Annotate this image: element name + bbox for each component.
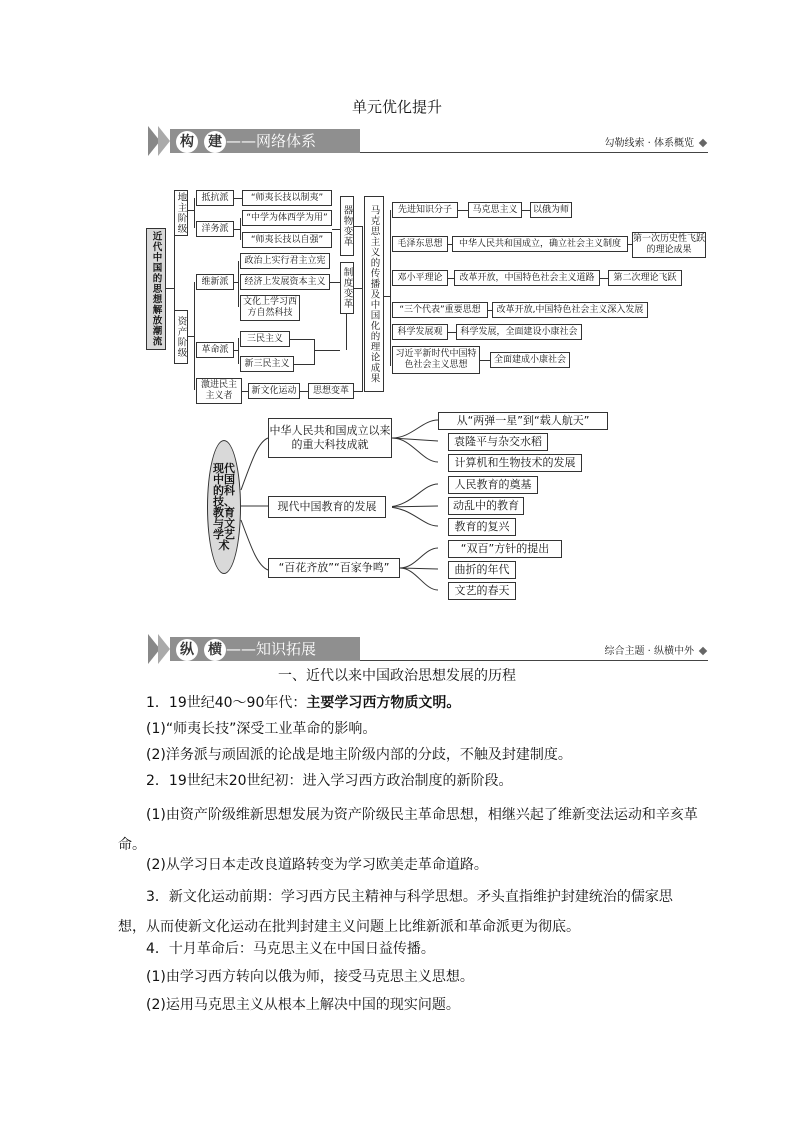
three-represents: “三个代表”重要思想 [392, 302, 488, 318]
mao-thought: 毛泽东思想 [392, 236, 448, 252]
resist-faction: 抵抗派 [196, 190, 234, 206]
reform-opening: 改革开放，中国特色社会主义道路 [454, 270, 600, 286]
paragraph: 4．十月革命后：马克思主义在中国日益传播。 [146, 941, 435, 957]
map2-root-text: 现代中国的科技、教育与文学艺术 [213, 462, 235, 552]
banner-char: 建 [204, 131, 226, 153]
reform-economic: 经济上发展资本主义 [240, 274, 330, 290]
banner-char: 纵 [176, 639, 198, 661]
ware-change: 器物变革 [340, 196, 354, 256]
chevron-icon [158, 126, 170, 156]
xi-thought: 习近平新时代中国特色社会主义思想 [392, 346, 480, 374]
branch-tech: 中华人民共和国成立以来的重大科技成就 [268, 418, 392, 458]
banner-text: ——网络体系 [226, 132, 317, 150]
paragraph: 3．新文化运动前期：学习西方民主精神与科学思想。矛头直指维护封建统治的儒家思想，从而使新文化运动在批判封建主义问题上比维新派和革命派更为彻底。 [118, 889, 673, 935]
revolution-faction: 革命派 [196, 342, 234, 358]
diamond-icon [699, 139, 707, 147]
diamond-icon [699, 647, 707, 655]
quote-chinese-learning: “中学为体西学为用” [242, 210, 332, 226]
banner-bar [170, 637, 360, 661]
paragraph: (2)洋务派与顽固派的论战是地主阶级内部的分歧，不触及封建制度。 [146, 747, 572, 763]
map2-root [211, 452, 237, 562]
new-three-principles: 新三民主义 [240, 356, 294, 372]
three-principles: 三民主义 [240, 331, 290, 347]
branch-education: 现代中国教育的发展 [268, 496, 386, 518]
paragraph: (1)“师夷长技”深受工业革命的影响。 [146, 721, 377, 737]
leaf-spring-arts: 文艺的春天 [448, 582, 516, 600]
system-change: 制度变革 [340, 262, 354, 314]
leaf-hybrid-rice: 袁隆平与杂交水稻 [448, 433, 548, 451]
leaf-double-hundred: “双百”方针的提出 [448, 540, 562, 558]
marxism-label: 马克思主义 [468, 202, 522, 218]
leaf-education-turmoil: 动乱中的教育 [448, 497, 524, 515]
bourgeois-class: 资产阶级 [174, 310, 188, 364]
paragraph: (1)由资产阶级维新思想发展为资产阶级民主革命思想，相继兴起了维新变法运动和辛亥革命。 [118, 807, 698, 853]
reform-faction: 维新派 [196, 274, 234, 290]
leaf-education-revival: 教育的复兴 [448, 518, 516, 536]
banner-char: 横 [204, 639, 226, 661]
reform-cultural: 文化上学习西方自然科技 [240, 295, 300, 321]
reform-political: 政治上实行君主立宪 [240, 253, 330, 269]
banner-char: 构 [176, 131, 198, 153]
section-banner-build [148, 126, 708, 156]
advanced-intellectuals: 先进知识分子 [392, 202, 458, 218]
second-leap: 第二次理论飞跃 [608, 270, 682, 286]
deng-theory: 邓小平理论 [392, 270, 448, 286]
paragraph: (2)运用马克思主义从根本上解决中国的现实问题。 [146, 997, 460, 1013]
banner-subtitle: 勾勒线索 · 体系概览 [604, 138, 694, 149]
divider [360, 660, 708, 661]
page-title: 单元优化提升 [351, 98, 442, 116]
leaf-people-education: 人民教育的奠基 [448, 476, 538, 494]
quote-self-strengthen: “师夷长技以自强” [242, 232, 332, 248]
leaf-computer-bio: 计算机和生物技术的发展 [448, 454, 582, 472]
marxism-box: 马克思主义的传播及中国化的理论成果 [364, 196, 384, 392]
landlord-class: 地主阶级 [175, 192, 187, 234]
xiaokang-building: 科学发展，全面建设小康社会 [456, 324, 582, 340]
deepening-socialism: 改革开放,中国特色社会主义深入发展 [492, 302, 648, 318]
learn-from-russia: 以俄为师 [530, 202, 572, 218]
leaf-tortuous-era: 曲折的年代 [448, 561, 516, 579]
map1-root: 近代中国的思想解放潮流 [146, 228, 166, 350]
scientific-development: 科学发展观 [392, 324, 448, 340]
paragraph: 2．19世纪末20世纪初：进入学习西方政治制度的新阶段。 [146, 773, 513, 789]
first-leap: 第一次历史性飞跃的理论成果 [632, 232, 706, 258]
quote-control: “师夷长技以制夷” [242, 190, 332, 206]
xiaokang-complete: 全面建成小康社会 [490, 352, 570, 368]
leaf-two-bombs: 从“两弹一星”到“载人航天” [438, 412, 608, 430]
paragraph: 1．19世纪40～90年代：主要学习西方物质文明。 [146, 695, 461, 711]
divider [360, 152, 708, 153]
map2-leaf-curves [392, 410, 452, 600]
banner-subtitle: 综合主题 · 纵横中外 [604, 646, 694, 657]
banner-bar [170, 129, 360, 153]
paragraph: (2)从学习日本走改良道路转变为学习欧美走革命道路。 [146, 857, 488, 873]
paragraph: (1)由学习西方转向以俄为师，接受马克思主义思想。 [146, 969, 474, 985]
thought-change: 思想变革 [308, 383, 354, 399]
section-banner-expand [148, 634, 708, 664]
radical-democrats: 激进民主主义者 [196, 378, 242, 404]
prc-founding: 中华人民共和国成立，确立社会主义制度 [452, 236, 628, 252]
section-heading: 一、近代以来中国政治思想发展的历程 [278, 668, 516, 684]
westernization-faction: 洋务派 [196, 221, 234, 237]
chevron-icon [158, 634, 170, 664]
branch-literature: “百花齐放”“百家争鸣” [268, 558, 400, 578]
banner-text: ——知识拓展 [226, 640, 317, 658]
new-culture-movement: 新文化运动 [248, 383, 300, 399]
